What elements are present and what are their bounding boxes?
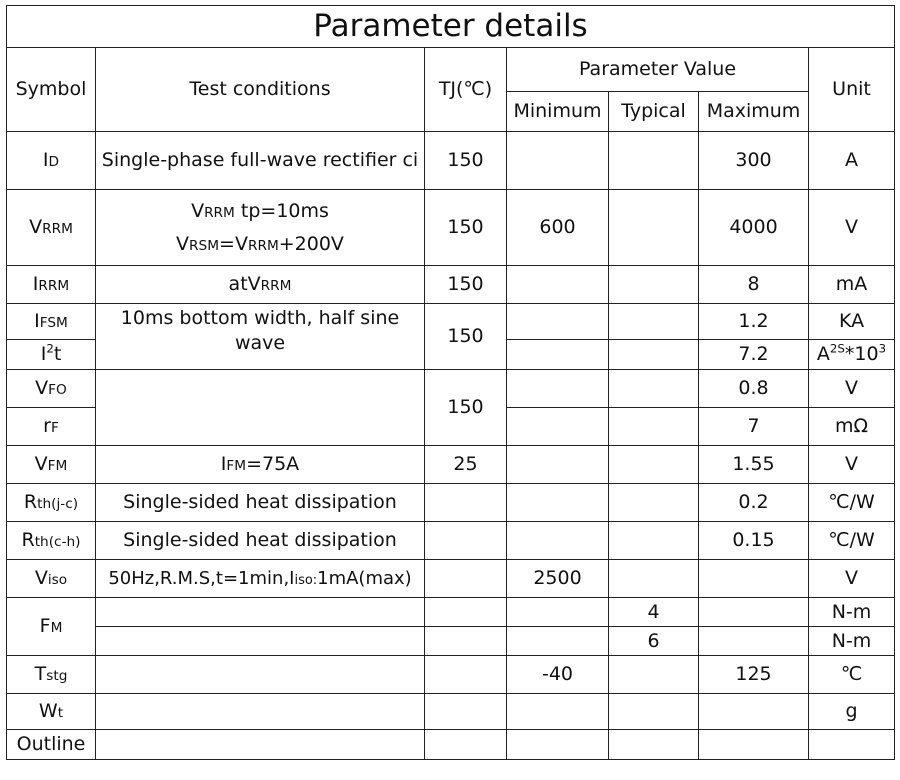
symbol-cell — [7, 304, 96, 340]
symbol-sub: th(c-h) — [34, 534, 81, 551]
min-cell — [507, 522, 609, 560]
symbol-sub: th(j-c) — [37, 496, 79, 513]
min-cell — [507, 446, 609, 484]
condition-sub: FM — [226, 458, 247, 475]
header-unit: Unit — [809, 48, 895, 132]
table-row-wt — [7, 694, 895, 730]
condition-cell — [96, 446, 425, 484]
symbol-main: V — [34, 567, 48, 590]
symbol-sub: t — [57, 705, 64, 722]
typ-cell: 4 — [609, 598, 699, 627]
table-row-vrrm — [7, 190, 895, 266]
typ-cell — [609, 730, 699, 760]
symbol-cell — [7, 656, 96, 694]
condition-sub: iso: — [294, 572, 318, 588]
max-cell — [699, 560, 809, 598]
condition-cell — [96, 656, 425, 694]
condition-sub: RRM — [260, 278, 292, 295]
min-cell — [507, 132, 609, 190]
condition-part: atV — [228, 273, 261, 296]
condition-cell — [96, 304, 425, 370]
condition-line-1 — [96, 195, 424, 227]
table-row-ifsm — [7, 304, 895, 340]
unit-cell: V — [809, 446, 895, 484]
symbol-main: F — [39, 615, 51, 638]
symbol-main: r — [43, 415, 51, 438]
condition-part: V — [191, 200, 205, 223]
table-row-vfm — [7, 446, 895, 484]
typ-cell — [609, 408, 699, 446]
symbol-rest: t — [53, 343, 62, 366]
unit-cell: ℃/W — [809, 522, 895, 560]
typ-cell — [609, 304, 699, 340]
unit-cell: ℃ — [809, 656, 895, 694]
min-cell — [507, 598, 609, 627]
symbol-main: T — [34, 663, 47, 686]
symbol-cell — [7, 408, 96, 446]
table-row-viso — [7, 560, 895, 598]
typ-cell — [609, 266, 699, 304]
tj-cell: 150 — [425, 370, 507, 446]
symbol-cell — [7, 190, 96, 266]
table-row-irrm — [7, 266, 895, 304]
condition-cell: Single-sided heat dissipation — [96, 522, 425, 560]
condition-part: =V — [219, 232, 248, 255]
table-row-rthjc — [7, 484, 895, 522]
symbol-main: R — [21, 529, 35, 552]
symbol-sub: FM — [47, 458, 68, 475]
symbol-cell: Outline — [7, 730, 96, 760]
unit-cell: mΩ — [809, 408, 895, 446]
condition-cell — [96, 266, 425, 304]
condition-cell — [96, 598, 425, 627]
tj-cell — [425, 730, 507, 760]
unit-part: *10 — [844, 343, 879, 366]
title-row — [7, 6, 895, 48]
condition-cell — [96, 190, 425, 266]
header-minimum: Minimum — [507, 92, 609, 132]
min-cell — [507, 730, 609, 760]
table-row-fm-2 — [7, 627, 895, 656]
tj-cell — [425, 560, 507, 598]
symbol-cell — [7, 598, 96, 656]
unit-cell: ℃/W — [809, 484, 895, 522]
header-maximum: Maximum — [699, 92, 809, 132]
unit-cell: N-m — [809, 627, 895, 656]
symbol-main: V — [34, 453, 48, 476]
symbol-cell — [7, 370, 96, 408]
unit-sup: 3 — [878, 341, 887, 356]
condition-cell — [96, 730, 425, 760]
condition-cell — [96, 627, 425, 656]
tj-cell: 150 — [425, 190, 507, 266]
max-cell: 125 — [699, 656, 809, 694]
condition-part: tp=10ms — [234, 200, 329, 223]
min-cell — [507, 694, 609, 730]
condition-part: +200V — [278, 232, 344, 255]
tj-cell — [425, 484, 507, 522]
symbol-sub: M — [50, 620, 63, 637]
min-cell: 600 — [507, 190, 609, 266]
condition-sub: RRM — [204, 205, 235, 222]
max-cell: 0.2 — [699, 484, 809, 522]
min-cell — [507, 484, 609, 522]
condition-cell — [96, 132, 425, 190]
typ-cell — [609, 522, 699, 560]
unit-sup: 2S — [829, 341, 845, 356]
symbol-sub: RRM — [42, 221, 73, 238]
table-row-tstg — [7, 656, 895, 694]
symbol-cell — [7, 560, 96, 598]
header-symbol: Symbol — [7, 48, 96, 132]
table-row-fm — [7, 598, 895, 627]
parameter-table — [6, 5, 895, 760]
unit-part: A — [816, 343, 830, 366]
symbol-main: I — [34, 310, 40, 333]
tj-cell — [425, 522, 507, 560]
condition-line-2 — [96, 228, 424, 260]
max-cell — [699, 627, 809, 656]
symbol-main: I — [40, 343, 47, 366]
symbol-cell — [7, 340, 96, 370]
typ-cell — [609, 446, 699, 484]
condition-cell — [96, 370, 425, 446]
symbol-sub: D — [48, 154, 60, 171]
typ-cell — [609, 656, 699, 694]
max-cell: 7 — [699, 408, 809, 446]
symbol-main: R — [23, 491, 38, 514]
tj-cell: 150 — [425, 132, 507, 190]
tj-cell: 150 — [425, 266, 507, 304]
symbol-cell — [7, 446, 96, 484]
header-typical: Typical — [609, 92, 699, 132]
symbol-sub: FO — [48, 382, 67, 399]
max-cell: 300 — [699, 132, 809, 190]
unit-cell: KA — [809, 304, 895, 340]
min-cell — [507, 408, 609, 446]
max-cell — [699, 730, 809, 760]
tj-cell — [425, 656, 507, 694]
max-cell: 4000 — [699, 190, 809, 266]
symbol-cell — [7, 694, 96, 730]
min-cell — [507, 266, 609, 304]
unit-cell: V — [809, 370, 895, 408]
symbol-cell — [7, 266, 96, 304]
table-row-outline — [7, 730, 895, 760]
unit-cell: V — [809, 560, 895, 598]
max-cell — [699, 694, 809, 730]
symbol-main: V — [35, 377, 49, 400]
unit-cell: A — [809, 132, 895, 190]
unit-cell — [809, 730, 895, 760]
unit-cell: V — [809, 190, 895, 266]
symbol-cell — [7, 522, 96, 560]
symbol-sub: F — [50, 420, 59, 437]
tj-cell: 25 — [425, 446, 507, 484]
symbol-sub: FSM — [39, 315, 68, 332]
table-row-id — [7, 132, 895, 190]
condition-part: I — [220, 453, 227, 476]
unit-cell: N-m — [809, 598, 895, 627]
tj-cell — [425, 598, 507, 627]
condition-part: 50Hz,R.M.S,t=1min,I — [108, 567, 295, 589]
max-cell: 8 — [699, 266, 809, 304]
symbol-main: W — [38, 700, 58, 723]
condition-sub: RRM — [247, 237, 279, 254]
max-cell: 0.15 — [699, 522, 809, 560]
condition-sub: RSM — [189, 237, 220, 254]
table-row-vfo — [7, 370, 895, 408]
typ-cell — [609, 340, 699, 370]
condition-text: 10ms bottom width, half sine wave — [120, 307, 400, 354]
parameter-table-container — [6, 5, 894, 760]
header-row-1 — [7, 48, 895, 92]
condition-text: Single-phase full-wave rectifier ci — [101, 149, 419, 172]
min-cell: -40 — [507, 656, 609, 694]
symbol-main: I — [42, 149, 49, 172]
typ-cell — [609, 190, 699, 266]
max-cell: 1.55 — [699, 446, 809, 484]
symbol-main: I — [32, 273, 39, 296]
min-cell — [507, 370, 609, 408]
max-cell — [699, 598, 809, 627]
table-title: Parameter details — [7, 6, 895, 48]
max-cell: 7.2 — [699, 340, 809, 370]
min-cell — [507, 304, 609, 340]
condition-cell: Single-sided heat dissipation — [96, 484, 425, 522]
tj-cell: 150 — [425, 304, 507, 370]
header-parameter-value: Parameter Value — [507, 48, 809, 92]
symbol-sub: stg — [46, 668, 68, 685]
min-cell: 2500 — [507, 560, 609, 598]
max-cell: 1.2 — [699, 304, 809, 340]
typ-cell — [609, 132, 699, 190]
tj-cell — [425, 627, 507, 656]
typ-cell — [609, 560, 699, 598]
typ-cell: 6 — [609, 627, 699, 656]
condition-cell — [96, 560, 425, 598]
condition-part: =75A — [246, 453, 300, 476]
symbol-cell — [7, 484, 96, 522]
typ-cell — [609, 694, 699, 730]
condition-part: V — [176, 232, 190, 255]
min-cell — [507, 340, 609, 370]
unit-cell — [809, 340, 895, 370]
max-cell: 0.8 — [699, 370, 809, 408]
symbol-sub: RRM — [38, 278, 70, 295]
unit-cell: g — [809, 694, 895, 730]
min-cell — [507, 627, 609, 656]
typ-cell — [609, 370, 699, 408]
typ-cell — [609, 484, 699, 522]
condition-cell — [96, 694, 425, 730]
symbol-cell — [7, 132, 96, 190]
header-tj: TJ(℃) — [425, 48, 507, 132]
header-test-conditions: Test conditions — [96, 48, 425, 132]
symbol-sub: iso — [47, 572, 68, 589]
unit-cell: mA — [809, 266, 895, 304]
symbol-sup: 2 — [46, 341, 54, 356]
condition-part: 1mA(max) — [317, 567, 412, 589]
tj-cell — [425, 694, 507, 730]
table-row-rthch — [7, 522, 895, 560]
symbol-main: V — [29, 216, 43, 239]
